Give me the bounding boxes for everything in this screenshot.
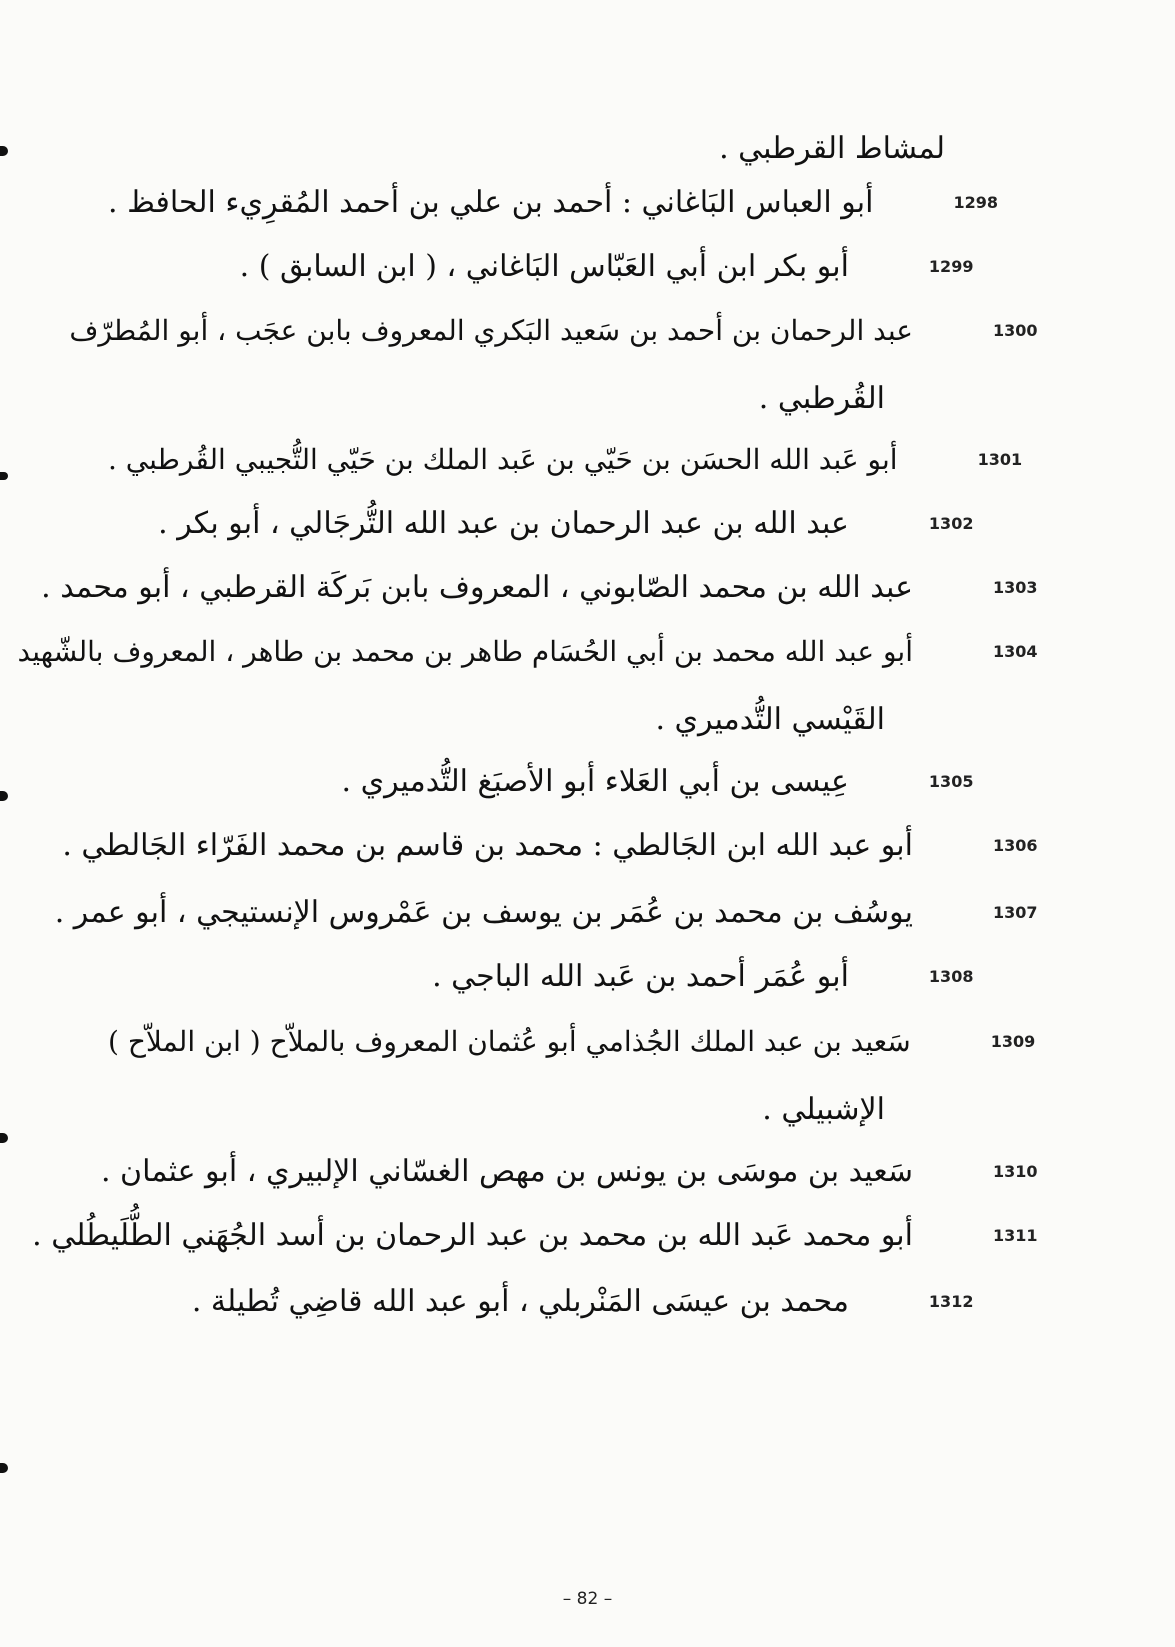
entry-number: 1312 (928, 1292, 974, 1311)
entry-1307 (54, 895, 1113, 936)
entry-1301 (108, 443, 1113, 483)
entry-text: يوسُف بن محمد بن عُمَر بن يوسف بن عَمْروس الإنستيجي ، أبو عمر . (54, 895, 913, 930)
entry-text: محمد بن عيسَى المَنْربلي ، أبو عبد الله قاضِي تُطيلة . (191, 1284, 849, 1319)
entry-1300 (69, 314, 1113, 354)
entry-1310 (100, 1154, 1113, 1195)
entry-1309-continuation: الإشبيلي . (762, 1092, 885, 1127)
entry-text: أبو عَبد الله الحسَن بن حَيّي بن عَبد الملك بن حَيّي التُّجيبي القُرطبي . (108, 443, 898, 476)
entry-1303 (41, 570, 1113, 611)
entry-text: أبو عبد الله ابن الجَالطي : محمد بن قاسم بن محمد الفَرّاء الجَالطي . (62, 828, 913, 863)
entry-text: عبد الله بن محمد الصّابوني ، المعروف بابن بَركَة القرطبي ، أبو محمد . (41, 570, 913, 605)
entry-1306 (62, 828, 1113, 869)
entry-1300-continuation: القُرطبي . (758, 381, 885, 416)
entry-text: أبو العباس البَاغاني : أحمد بن علي بن أحمد المُقرِيء الحافظ . (108, 185, 874, 220)
entry-number: 1303 (993, 578, 1038, 597)
entry-text: عبد الله بن عبد الرحمان بن عبد الله التُّرجَالي ، أبو بكر . (158, 506, 849, 541)
entry-1298 (108, 186, 1113, 226)
continuation-line: لمشاط القرطبي . (719, 131, 945, 166)
entry-1299 (108, 250, 1113, 290)
entry-1311 (32, 1218, 1113, 1259)
entry-number: 1307 (993, 903, 1038, 922)
entry-1304-continuation: القَيْسي التُّدميري . (655, 702, 885, 737)
entry-number: 1308 (928, 967, 974, 986)
entry-number: 1310 (993, 1162, 1038, 1181)
margin-mark (0, 1463, 8, 1473)
entry-1302 (108, 507, 1113, 547)
margin-mark (0, 1133, 8, 1143)
entry-1312 (108, 1285, 1113, 1325)
entry-1304 (17, 635, 1113, 675)
margin-mark (0, 472, 8, 480)
entry-text: سَعيد بن موسَى بن يونس بن مهص الغسّاني الإلبيري ، أبو عثمان . (100, 1154, 913, 1189)
entry-text: عبد الرحمان بن أحمد بن سَعيد البَكري المعروف بابن عجَب ، أبو المُطرّف (69, 314, 913, 347)
entry-text: عِيسى بن أبي العَلاء أبو الأصبَغ التُّدميري . (341, 764, 849, 799)
entry-number: 1311 (993, 1226, 1038, 1245)
margin-mark (0, 146, 8, 156)
entry-number: 1306 (993, 836, 1038, 855)
entry-number: 1305 (928, 772, 974, 791)
entry-1308 (108, 960, 1113, 1000)
entry-number: 1298 (953, 193, 998, 212)
entry-text: أبو عبد الله محمد بن أبي الحُسَام طاهر بن محمد بن طاهر ، المعروف بالشّهيد (17, 635, 913, 668)
entry-text: أبو عُمَر أحمد بن عَبد الله الباجي . (432, 959, 849, 994)
entry-number: 1309 (990, 1032, 1036, 1051)
entry-text: سَعيد بن عبد الملك الجُذامي أبو عُثمان المعروف بالملاّح ( ابن الملاّح ) (108, 1025, 911, 1058)
entry-text: أبو محمد عَبد الله بن محمد بن عبد الرحمان بن أسد الجُهَني الطُّلَيطُلي . (32, 1218, 913, 1253)
entry-number: 1299 (928, 257, 974, 276)
entry-number: 1302 (928, 514, 974, 533)
entry-number: 1301 (977, 450, 1023, 469)
entry-text: أبو بكر ابن أبي العَبّاس البَاغاني ، ( ابن السابق ) . (239, 249, 849, 284)
entry-number: 1304 (993, 642, 1038, 661)
entry-1309 (108, 1025, 1113, 1065)
entry-number: 1300 (993, 321, 1038, 340)
entry-1305 (108, 765, 1113, 805)
page-number: – 82 – (562, 1589, 613, 1609)
margin-mark (0, 791, 8, 801)
